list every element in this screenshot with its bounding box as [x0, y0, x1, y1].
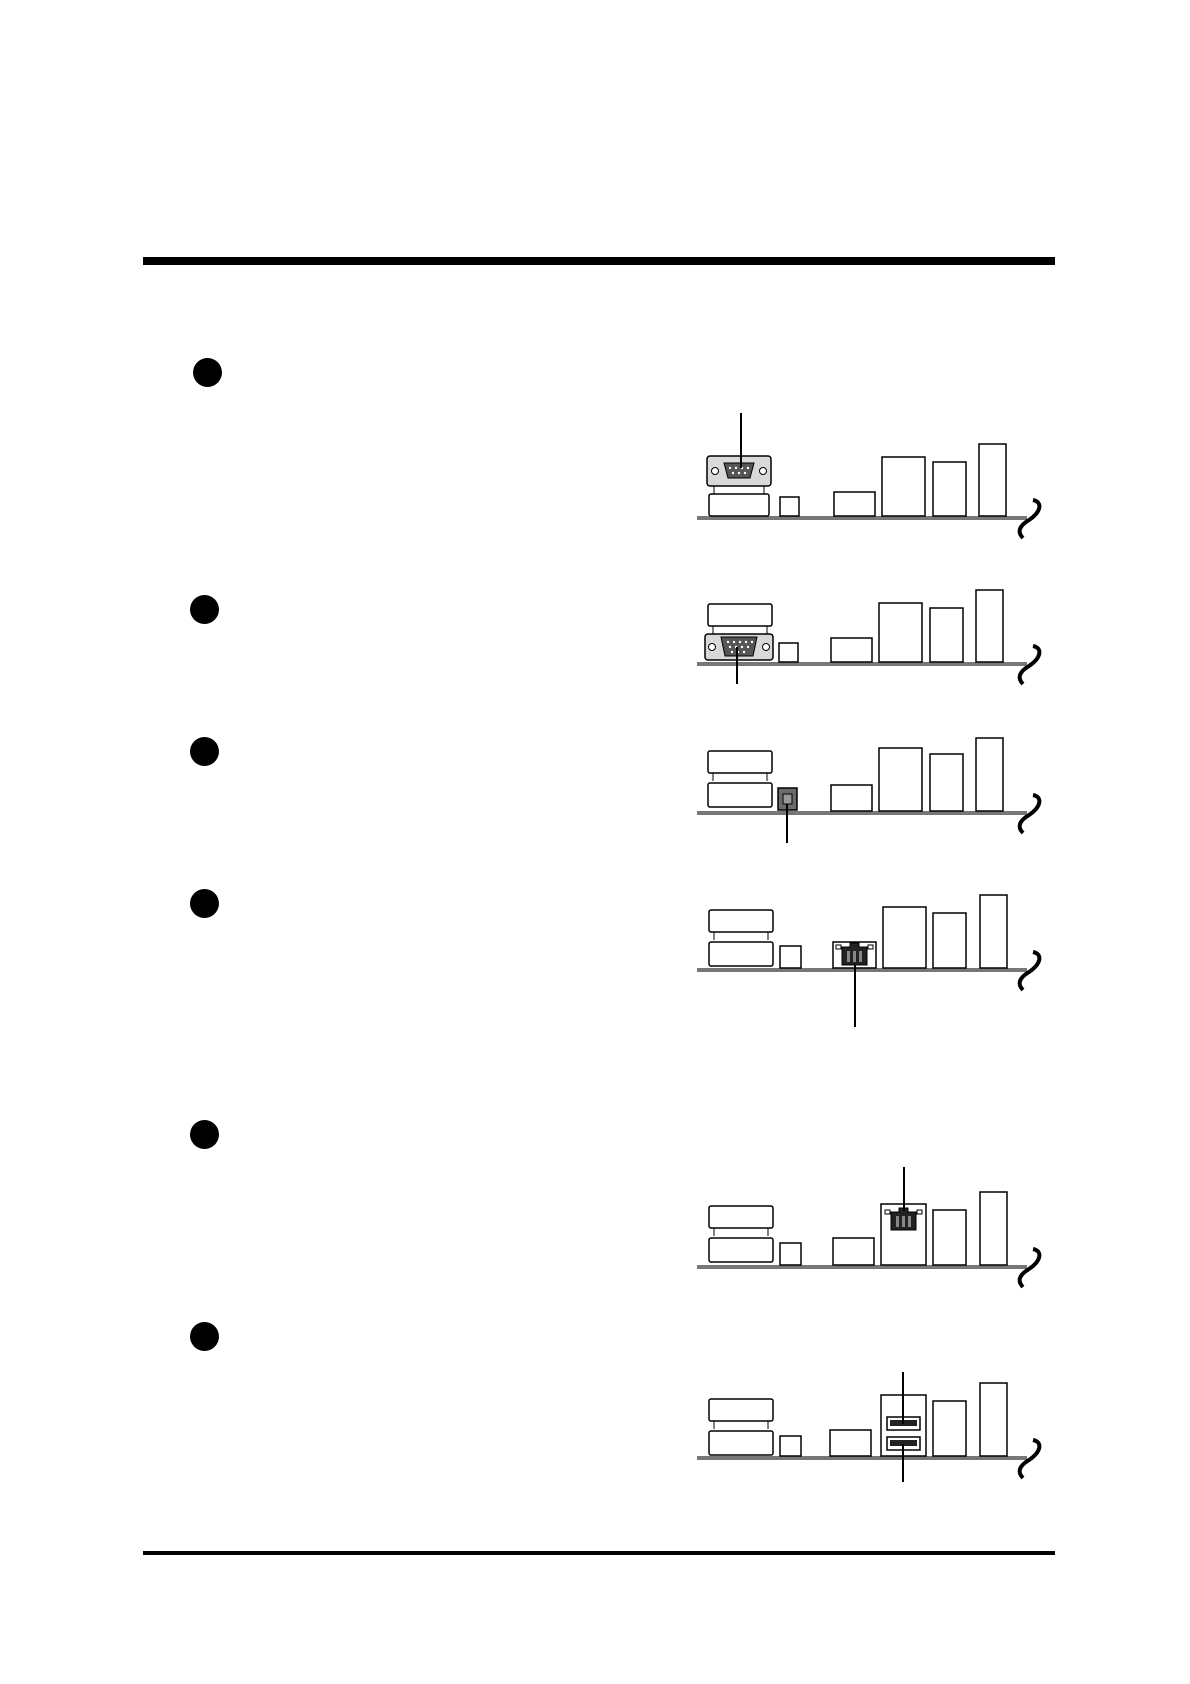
io-panel-2 — [697, 590, 1039, 684]
rj45-lan-port-icon — [881, 1204, 926, 1265]
vga-port-icon — [705, 634, 773, 660]
serial-port-icon — [707, 456, 771, 486]
io-panel-4 — [697, 895, 1039, 1027]
io-panel-3 — [697, 738, 1039, 843]
io-panel-6 — [697, 1372, 1039, 1482]
footer-rule — [143, 1551, 1055, 1555]
io-panel-1 — [697, 413, 1039, 538]
io-panel-5 — [697, 1167, 1039, 1287]
rj45-lan-port-icon — [833, 942, 876, 968]
